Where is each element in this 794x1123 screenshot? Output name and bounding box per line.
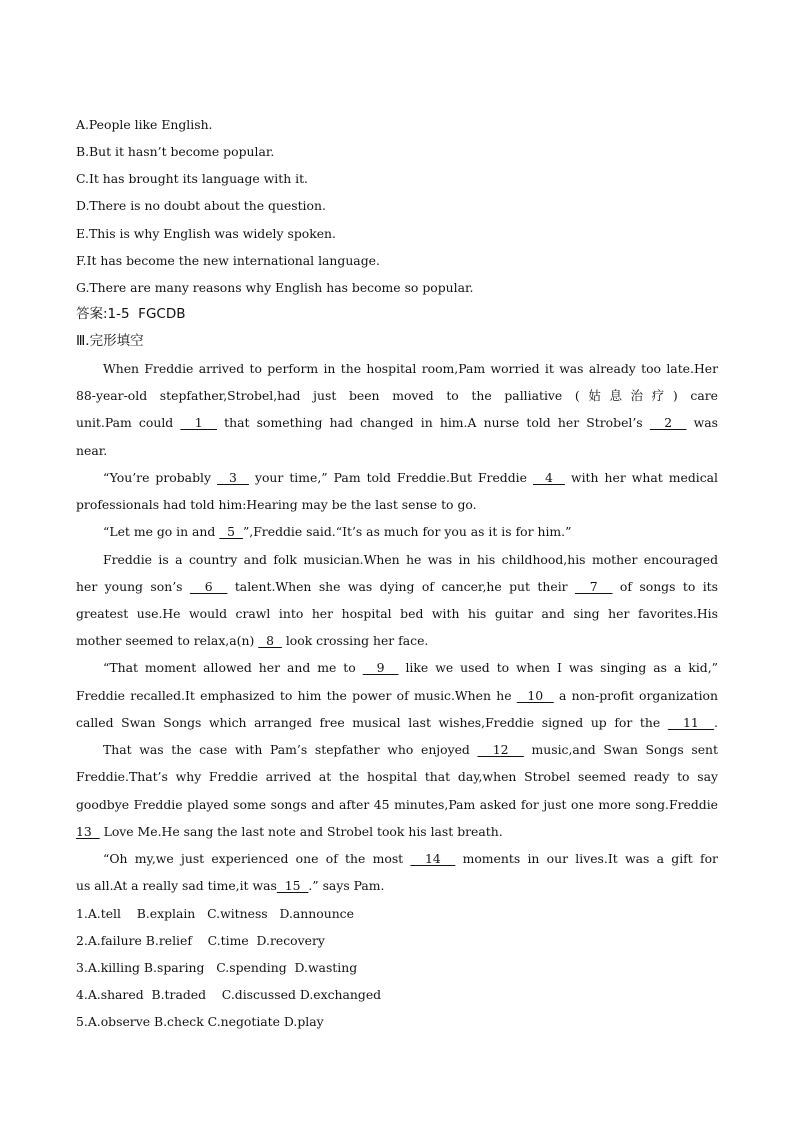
blank-10[interactable]: 10 xyxy=(516,688,554,703)
blank-2[interactable]: 2 xyxy=(649,415,687,430)
option-b: B.But it hasn’t become popular. xyxy=(76,144,275,159)
passage-line: greatest use.He would crawl into her hospital bed with his guitar and sing her favorites.His xyxy=(76,606,718,621)
passage-line: When Freddie arrived to perform in the hospital room,Pam worried it was already too late.Her xyxy=(103,361,718,376)
passage-line: her young son’s 6 talent.When she was dying of cancer,he put their 7 of songs to its xyxy=(76,579,719,594)
passage-line: Freddie recalled.It emphasized to him the power of music.When he 10 a non-profit organization xyxy=(76,688,718,703)
question-2: 2.A.failure B.relief C.time D.recovery xyxy=(76,933,325,948)
passage-line: “Oh my,we just experienced one of the most 14 moments in our lives.It was a gift for xyxy=(103,851,718,866)
passage-line: “That moment allowed her and me to 9 like we used to when I was singing as a kid,” xyxy=(103,660,719,675)
passage-line: mother seemed to relax,a(n) 8 look crossing her face. xyxy=(76,633,429,648)
passage-line: goodbye Freddie played some songs and after 45 minutes,Pam asked for just one more song.Freddie xyxy=(76,797,718,812)
passage-line: Freddie.That’s why Freddie arrived at the hospital that day,when Strobel seemed ready to say xyxy=(76,769,718,784)
blank-3[interactable]: 3 xyxy=(216,470,249,485)
passage-line: us all.At a really sad time,it was 15 .” says Pam. xyxy=(76,878,385,893)
option-c: C.It has brought its language with it. xyxy=(76,171,308,186)
blank-9[interactable]: 9 xyxy=(362,660,399,675)
passage-line: unit.Pam could 1 that something had changed in him.A nurse told her Strobel’s 2 was xyxy=(76,415,718,430)
blank-4[interactable]: 4 xyxy=(533,470,565,485)
option-e: E.This is why English was widely spoken. xyxy=(76,226,336,241)
option-a: A.People like English. xyxy=(76,117,213,132)
passage-line: near. xyxy=(76,443,108,458)
blank-11[interactable]: 11 xyxy=(667,715,715,730)
passage-line: “You’re probably 3 your time,” Pam told Freddie.But Freddie 4 with her what medical xyxy=(103,470,718,485)
question-4: 4.A.shared B.traded C.discussed D.exchanged xyxy=(76,987,382,1002)
passage-line: That was the case with Pam’s stepfather who enjoyed 12 music,and Swan Songs sent xyxy=(103,742,718,757)
option-g: G.There are many reasons why English has become so popular. xyxy=(76,280,474,295)
answer-line: 答案:1-5 FGCDB xyxy=(76,306,186,322)
blank-13[interactable]: 13 xyxy=(76,824,100,839)
section-title: Ⅲ.完形填空 xyxy=(76,333,144,349)
blank-7[interactable]: 7 xyxy=(575,579,613,594)
blank-12[interactable]: 12 xyxy=(477,742,524,757)
blank-1[interactable]: 1 xyxy=(180,415,217,430)
blank-14[interactable]: 14 xyxy=(410,851,456,866)
passage-line: 13 Love Me.He sang the last note and Strobel took his last breath. xyxy=(76,824,503,839)
option-f: F.It has become the new international language. xyxy=(76,253,380,268)
question-3: 3.A.killing B.sparing C.spending D.wasting xyxy=(76,960,358,975)
passage-line: 88-year-old stepfather,Strobel,had just been moved to the palliative (姑息治疗) care xyxy=(76,388,718,403)
option-d: D.There is no doubt about the question. xyxy=(76,198,326,213)
blank-6[interactable]: 6 xyxy=(189,579,228,594)
blank-15[interactable]: 15 xyxy=(276,878,309,893)
passage-line: professionals had told him:Hearing may be the last sense to go. xyxy=(76,497,477,512)
blank-5[interactable]: 5 xyxy=(219,524,243,539)
passage-line: called Swan Songs which arranged free musical last wishes,Freddie signed up for the 11 . xyxy=(76,715,718,730)
passage-line: “Let me go in and 5 ”,Freddie said.“It’s as much for you as it is for him.” xyxy=(103,524,572,539)
question-1: 1.A.tell B.explain C.witness D.announce xyxy=(76,906,354,921)
blank-8[interactable]: 8 xyxy=(258,633,282,648)
question-5: 5.A.observe B.check C.negotiate D.play xyxy=(76,1014,324,1029)
passage-line: Freddie is a country and folk musician.When he was in his childhood,his mother encouraged xyxy=(103,552,718,567)
